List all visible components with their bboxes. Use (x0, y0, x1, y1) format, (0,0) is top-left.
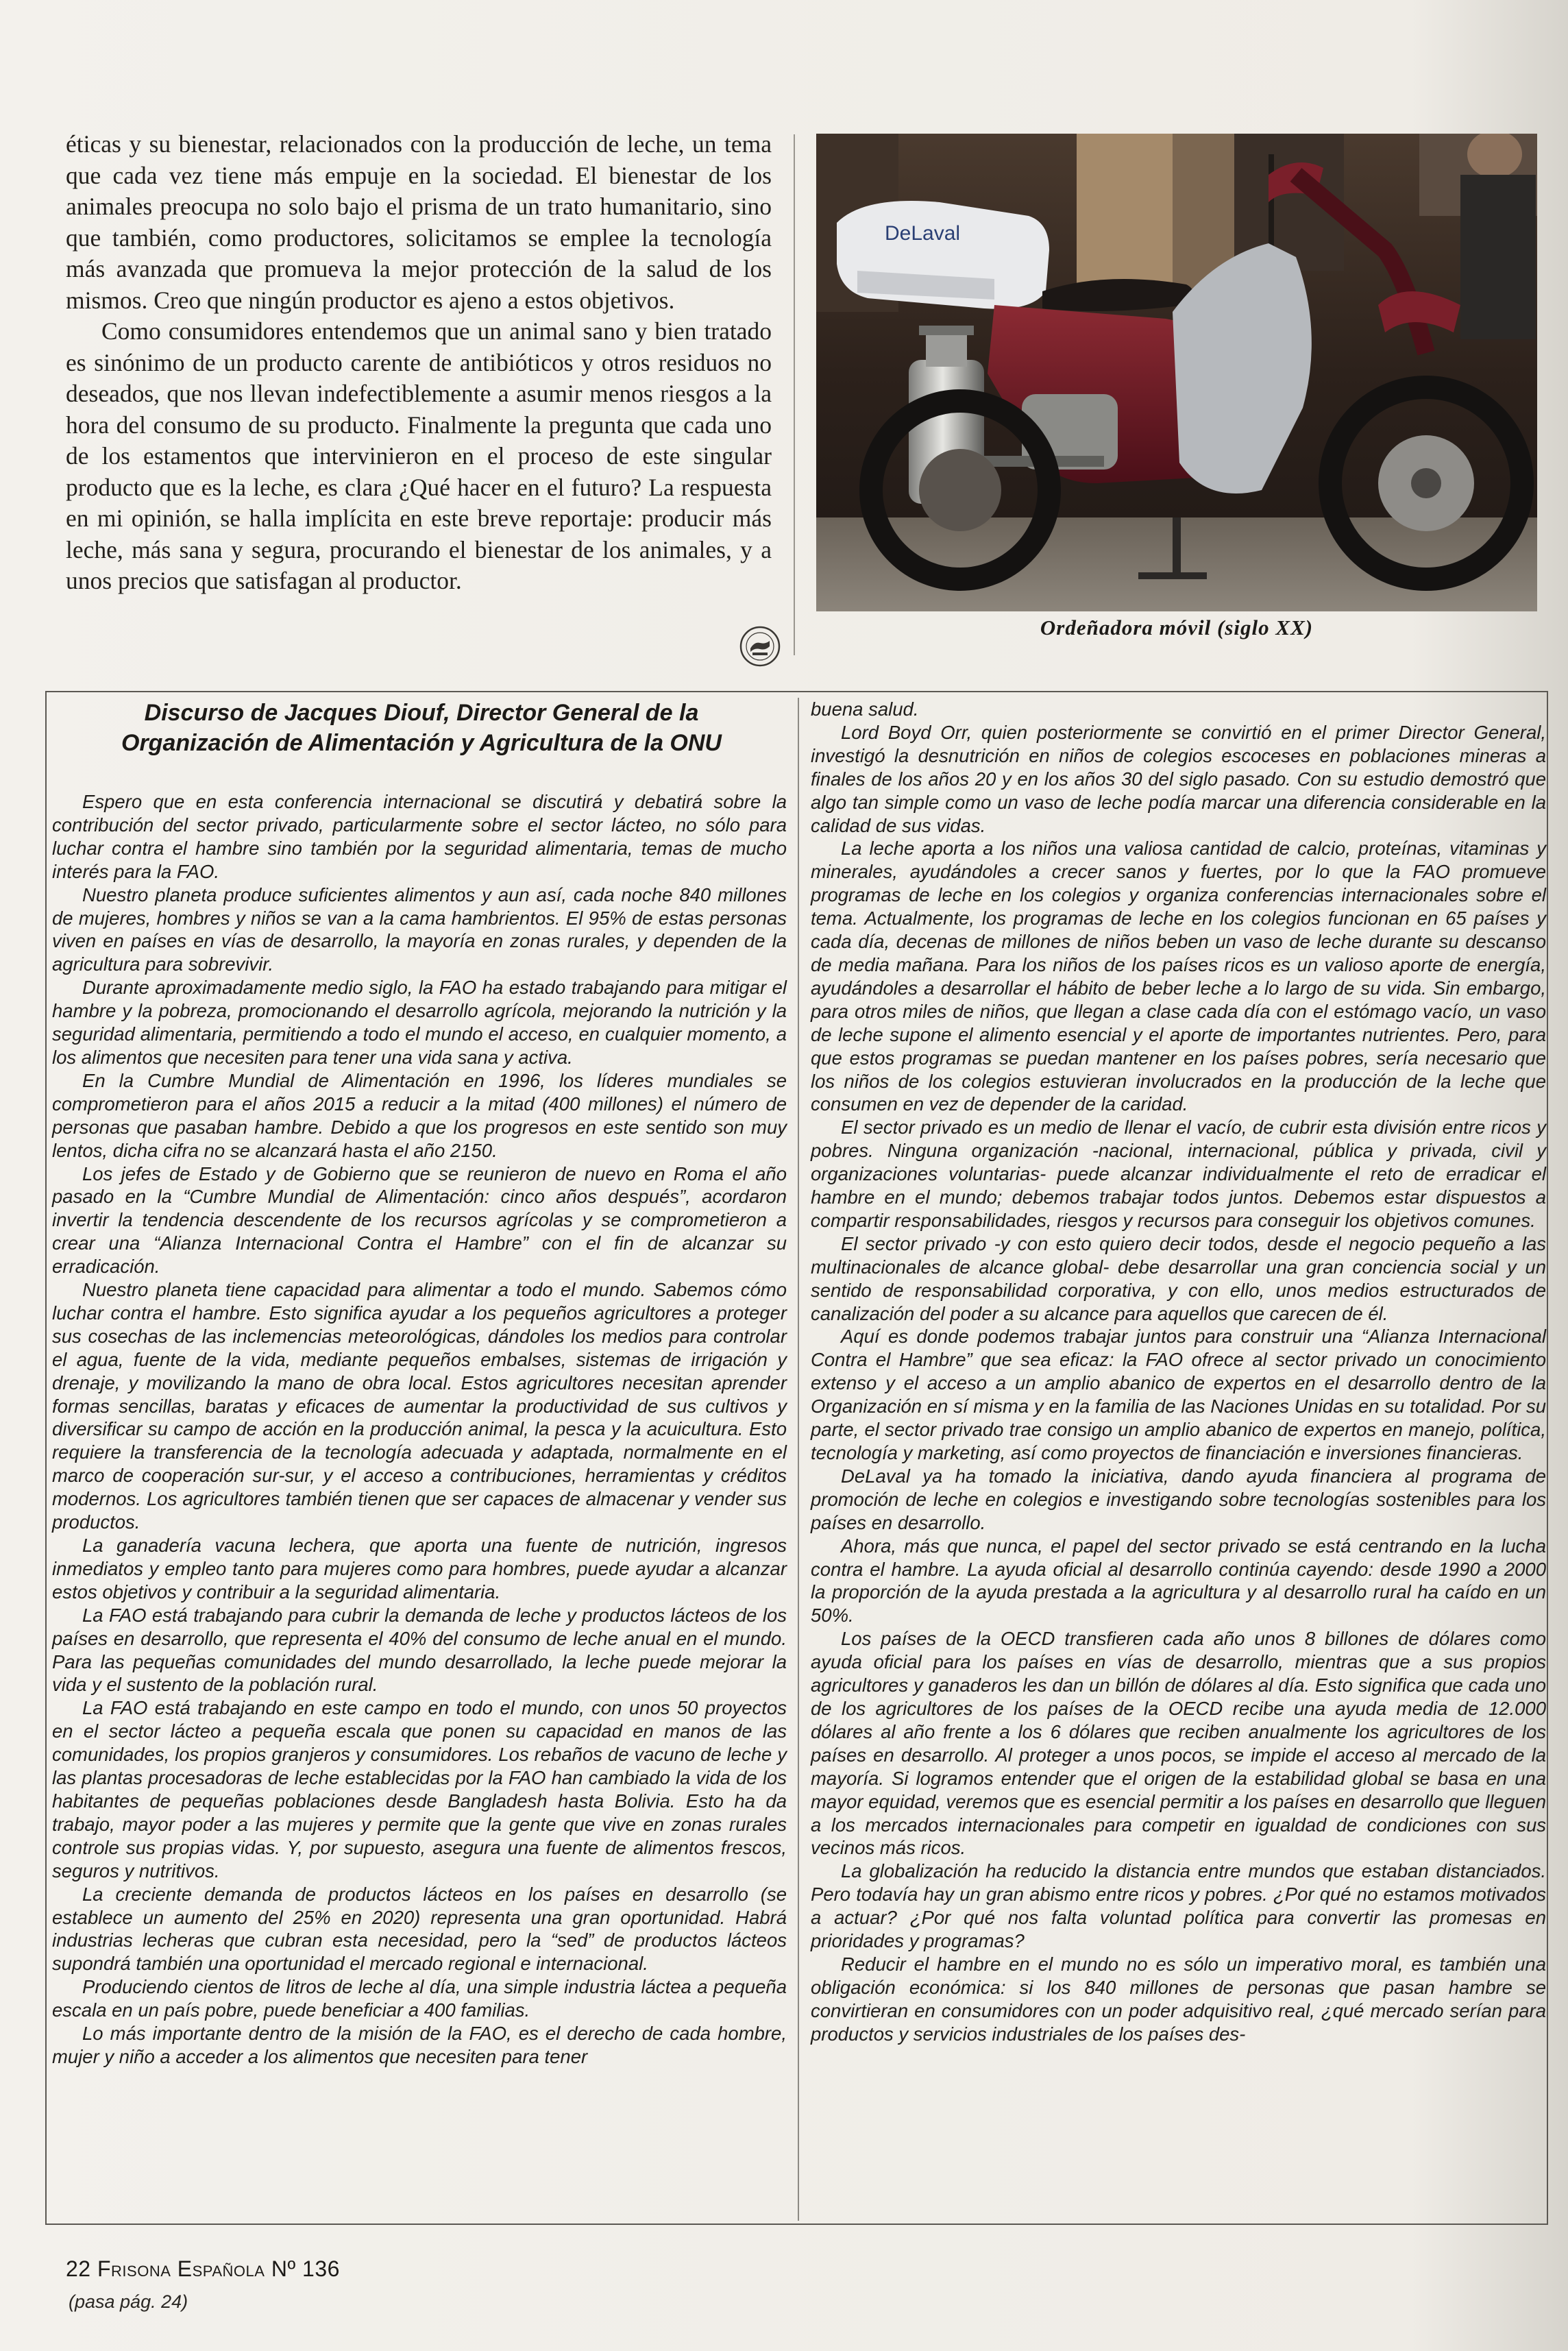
intro-text (66, 129, 772, 597)
speech-paragraph: Produciendo cientos de litros de leche al día, una simple industria láctea a pequeña escala en un país pobre, puede beneficiar a 400 familias. (52, 1976, 787, 2021)
speech-paragraph: La FAO está trabajando para cubrir la demanda de leche y productos lácteos de los países en desarrollo, que representa el 40% del consumo de leche anual en el mundo. Para las pequeñas comunidades del mundo desarrollado, la leche puede mejorar la vida y el sustento de la población rural. (52, 1604, 787, 1696)
speech-paragraph: buena salud. (811, 698, 919, 720)
speech-title-line: Organización de Alimentación y Agricultura de la ONU (121, 730, 722, 756)
speech-title (48, 698, 795, 758)
speech-paragraph: Lord Boyd Orr, quien posteriormente se convirtió en el primer Director General, investigó la desnutrición en niños de colegios escoceses en poblaciones mineras a finales de los años 20 y en los años 30 del siglo pasado. Con su estudio demostró que algo tan simple como un vaso de leche podía marcar una diferencia considerable en la calidad de sus vidas. (811, 721, 1546, 836)
speech-paragraph: Aquí es donde podemos trabajar juntos para construir una “Alianza Internacional Contra el Hambre” que sea eficaz: la FAO ofrece al sector privado un conocimiento extenso y el acceso a un amplio abanico de expertos en el desarrollo dentro de la Organización en sí misma y en la familia de las Naciones Unidas en su totalidad. Por su parte, el sector privado trae consigo un amplio abanico de expertos en manejo, política, tecnología y marketing, así como proyectos de financiación e inversiones financieras. (811, 1326, 1546, 1463)
speech-paragraph: El sector privado es un medio de llenar el vacío, de cubrir esta división entre ricos y pobres. Ninguna organización -nacional, internacional, pública y privada, civil y organizaciones voluntarias- puede alcanzar individualmente el reto de erradicar el hambre en el mundo; debemos trabajar todos juntos. Debemos estar dispuestos a compartir responsabilidades, riesgos y recursos para conseguir los objetivos comunes. (811, 1117, 1546, 1231)
intro-paragraph: éticas y su bienestar, relacionados con la producción de leche, un tema que cada vez tiene más empuje en la sociedad. El bienestar de los animales preocupa no solo bajo el prisma de un trato humanitario, sino que también, como productores, solicitamos se emplee la tecnología más avanzada que promueva la mejor protección de la salud de los mismos. Creo que ningún productor es ajeno a estos objetivos. (66, 130, 772, 314)
speech-paragraph: En la Cumbre Mundial de Alimentación en 1996, los líderes mundiales se comprometieron para el años 2015 a reducir a la mitad (400 millones) el número de personas que pasaban hambre. Debido a que los progresos en este sentido son muy lentos, dicha cifra no se alcanzará hasta el año 2150. (52, 1069, 787, 1161)
column-divider (794, 134, 795, 655)
speech-paragraph: La ganadería vacuna lechera, que aporta una fuente de nutrición, ingresos inmediatos y empleo tanto para mujeres como para hombres, puede ayudar a alcanzar estos objetivos y contribuir a la seguridad alimentaria. (52, 1535, 787, 1603)
page-number: 22 (66, 2256, 91, 2281)
speech-paragraph: Espero que en esta conferencia internacional se discutirá y debatirá sobre la contribución del sector privado, particularmente sobre el sector lácteo, no sólo para luchar contra el hambre sino también por la seguridad alimentaria, temas de mucho interés para la FAO. (52, 791, 787, 882)
speech-paragraph: La FAO está trabajando en este campo en todo el mundo, con unos 50 proyectos en el sector lácteo a pequeña escala que ponen su capacidad en manos de las comunidades, los propios granjeros y consumidores. Los rebaños de vacuno de leche y las plantas procesadoras de leche establecidas por la FAO han cambiado la vida de los habitantes de pequeñas poblaciones desde Bangladesh hasta Bolivia. Esto ha da trabajo, mayor poder a las mujeres y permite que la gente que vive en zonas rurales controle sus propias vidas. Y, por supuesto, asegura una fuente de alimentos frescos, seguros y nutritivos. (52, 1697, 787, 1881)
magazine-name: Frisona (97, 2256, 171, 2281)
speech-column-left (52, 790, 787, 2069)
speech-paragraph: Los jefes de Estado y de Gobierno que se reunieron de nuevo en Roma el año pasado en la “Cumbre Mundial de Alimentación: cinco años después”, acordaron invertir la tendencia descendente de los recursos agrícolas y se comprometieron a crear una “Alianza Internacional Contra el Hambre” con el fin de alcanzar su erradicación. (52, 1162, 787, 1278)
speech-column-right (811, 698, 1546, 2046)
speech-paragraph: Lo más importante dentro de la misión de la FAO, es el derecho de cada hombre, mujer y niño a acceder a los alimentos que necesiten para tener (52, 2023, 787, 2067)
speech-paragraph: La creciente demanda de productos lácteos en los países en desarrollo (se establece un aumento del 25% en 2020) representa una gran oportunidad. Habrá industrias lecheras que cubran esta necesidad, pero la “sed” de productos lácteos supondrá también una oportunidad el mercado regional e internacional. (52, 1883, 787, 1975)
column-divider (798, 698, 799, 2221)
issue-number: Nº 136 (271, 2256, 340, 2281)
speech-paragraph: La globalización ha reducido la distancia entre mundos que estaban distanciados. Pero todavía hay un gran abismo entre ricos y pobres. ¿Por qué no estamos motivados a actuar? ¿Por qué nos falta voluntad política para convertir las promesas en prioridades y programas? (811, 1860, 1546, 1952)
seal-logo-icon (739, 625, 781, 668)
speech-paragraph: La leche aporta a los niños una valiosa cantidad de calcio, proteínas, vitaminas y minerales, ayudándoles a crecer sanos y fuertes, por lo que la FAO promueve programas de leche en los colegios y organiza conferencias internacionales sobre el tema. Actualmente, los programas de leche en los colegios funcionan en 65 países y cada día, decenas de millones de niños beben un vaso de leche durante su descanso de media mañana. Para los niños de los países ricos es un valioso aporte de energía, ayudándoles a desarrollar el hábito de beber leche a lo largo de su vida. Sin embargo, para otros miles de niños, que llegan a clase cada día con el estómago vacío, un vaso de leche supone el alimento esencial y el aporte de importantes nutrientes. Pero, para que estos programas se puedan mantener en los países pobres, sería necesario que los niños de los colegios estuvieran involucrados en la producción de la leche que consumen en vez de depender de la caridad. (811, 838, 1546, 1115)
magazine-name: Española (177, 2256, 265, 2281)
photo-milking-motorbike (816, 134, 1537, 611)
photo-illustration (816, 134, 1537, 611)
speech-paragraph: Nuestro planeta tiene capacidad para alimentar a todo el mundo. Sabemos cómo luchar contra el hambre. Esto significa ayudar a los pequeños agricultores a proteger sus cosechas de las inclemencias meteorológicas, dándoles los medios para controlar el agua, fuente de la vida, mediante pequeños embalses, sistemas de irrigación y drenaje, y movilizando la mano de obra local. Estos agricultores necesitan aprender formas sencillas, baratas y eficaces de aumentar la productividad de sus cultivos y diversificar su campo de acción en la producción animal, la pesca y la acuicultura. Esto requiere la transferencia de la tecnología adecuada y adaptada, normalmente en el marco de cooperación sur-sur, y el acceso a contribuciones, herramientas y créditos modernos. Los agricultores también tienen que ser capaces de almacenar y vender sus productos. (52, 1279, 787, 1533)
speech-paragraph: Durante aproximadamente medio siglo, la FAO ha estado trabajando para mitigar el hambre y la pobreza, promocionando el desarrollo agrícola, mejorando la nutrición y la seguridad alimentaria, permitiendo a todo el mundo el acceso, en cualquier momento, a los alimentos que necesiten para tener una vida sana y activa. (52, 977, 787, 1068)
speech-paragraph: Los países de la OECD transfieren cada año unos 8 billones de dólares como ayuda oficial para los países en vías de desarrollo, mientras que a sus propios agricultores y ganaderos les dan un billón de dólares al día. Esto significa que cada uno de los agricultores de los países de la OECD recibe una ayuda media de 12.000 dólares al año frente a los 6 dólares que reciben anualmente los agricultores de los países en desarrollo. Al proteger a unos pocos, se impide el acceso al mercado de la mayoría. Si logramos entender que el origen de la estabilidad global se basa en una mayor equidad, veremos que es esencial permitir a los países en desarrollo que lleguen a los mercados internacionales para competir en igualdad de condiciones con sus vecinos más ricos. (811, 1628, 1546, 1859)
tank-brand-label: DeLaval (885, 222, 961, 245)
speech-title-line: Discurso de Jacques Diouf, Director General de la (144, 700, 699, 726)
speech-paragraph: DeLaval ya ha tomado la iniciativa, dando ayuda financiera al programa de promoción de leche en colegios e investigando sobre tecnologías sostenibles para los países en desarrollo. (811, 1465, 1546, 1533)
continuation-note: (pasa pág. 24) (69, 2291, 188, 2312)
speech-paragraph: Nuestro planeta produce suficientes alimentos y aun así, cada noche 840 millones de mujeres, hombres y niños se van a la cama hambrientos. El 95% de estas personas viven en países en vías de desarrollo, la mayoría en zonas rurales, y dependen de la agricultura para sobrevivir. (52, 884, 787, 975)
speech-paragraph: Reducir el hambre en el mundo no es sólo un imperativo moral, es también una obligación económica: si los 840 millones de personas que pasan hambre se convirtieran en consumidores con un poder adquisitivo real, ¿qué mercado serían para productos y servicios industriales de los países des- (811, 1953, 1546, 2045)
speech-paragraph: El sector privado -y con esto quiero decir todos, desde el negocio pequeño a las multinacionales de alcance global- debe desarrollar una gran conciencia social y un sentido de responsabilidad corporativa, y con ello, unos medios estructurados de canalización del poder a su alcance para aquellos que carecen de él. (811, 1232, 1546, 1324)
speech-paragraph: Ahora, más que nunca, el papel del sector privado se está centrando en la lucha contra el hambre. La ayuda oficial al desarrollo continúa cayendo: desde 1990 a 2000 la proporción de la ayuda prestada a la agricultura y al desarrollo rural ha caído en un 50%. (811, 1535, 1546, 1627)
intro-paragraph: Como consumidores entendemos que un animal sano y bien tratado es sinónimo de un producto carente de antibióticos y otros residuos no deseados, que nos llevan indefectiblemente a asumir menos riesgos a la hora del consumo de su producto. Finalmente la pregunta que cada uno de los estamentos que intervinieron en el proceso de este singular producto que es la leche, es clara ¿Qué hacer en el futuro? La respuesta en mi opinión, se halla implícita en este breve reportaje: producir más leche, más sana y segura, procurando el bienestar de los animales, y a unos precios que satisfagan al productor. (66, 317, 772, 594)
photo-caption: Ordeñadora móvil (siglo XX) (1040, 616, 1314, 639)
page-footer (66, 2256, 340, 2282)
